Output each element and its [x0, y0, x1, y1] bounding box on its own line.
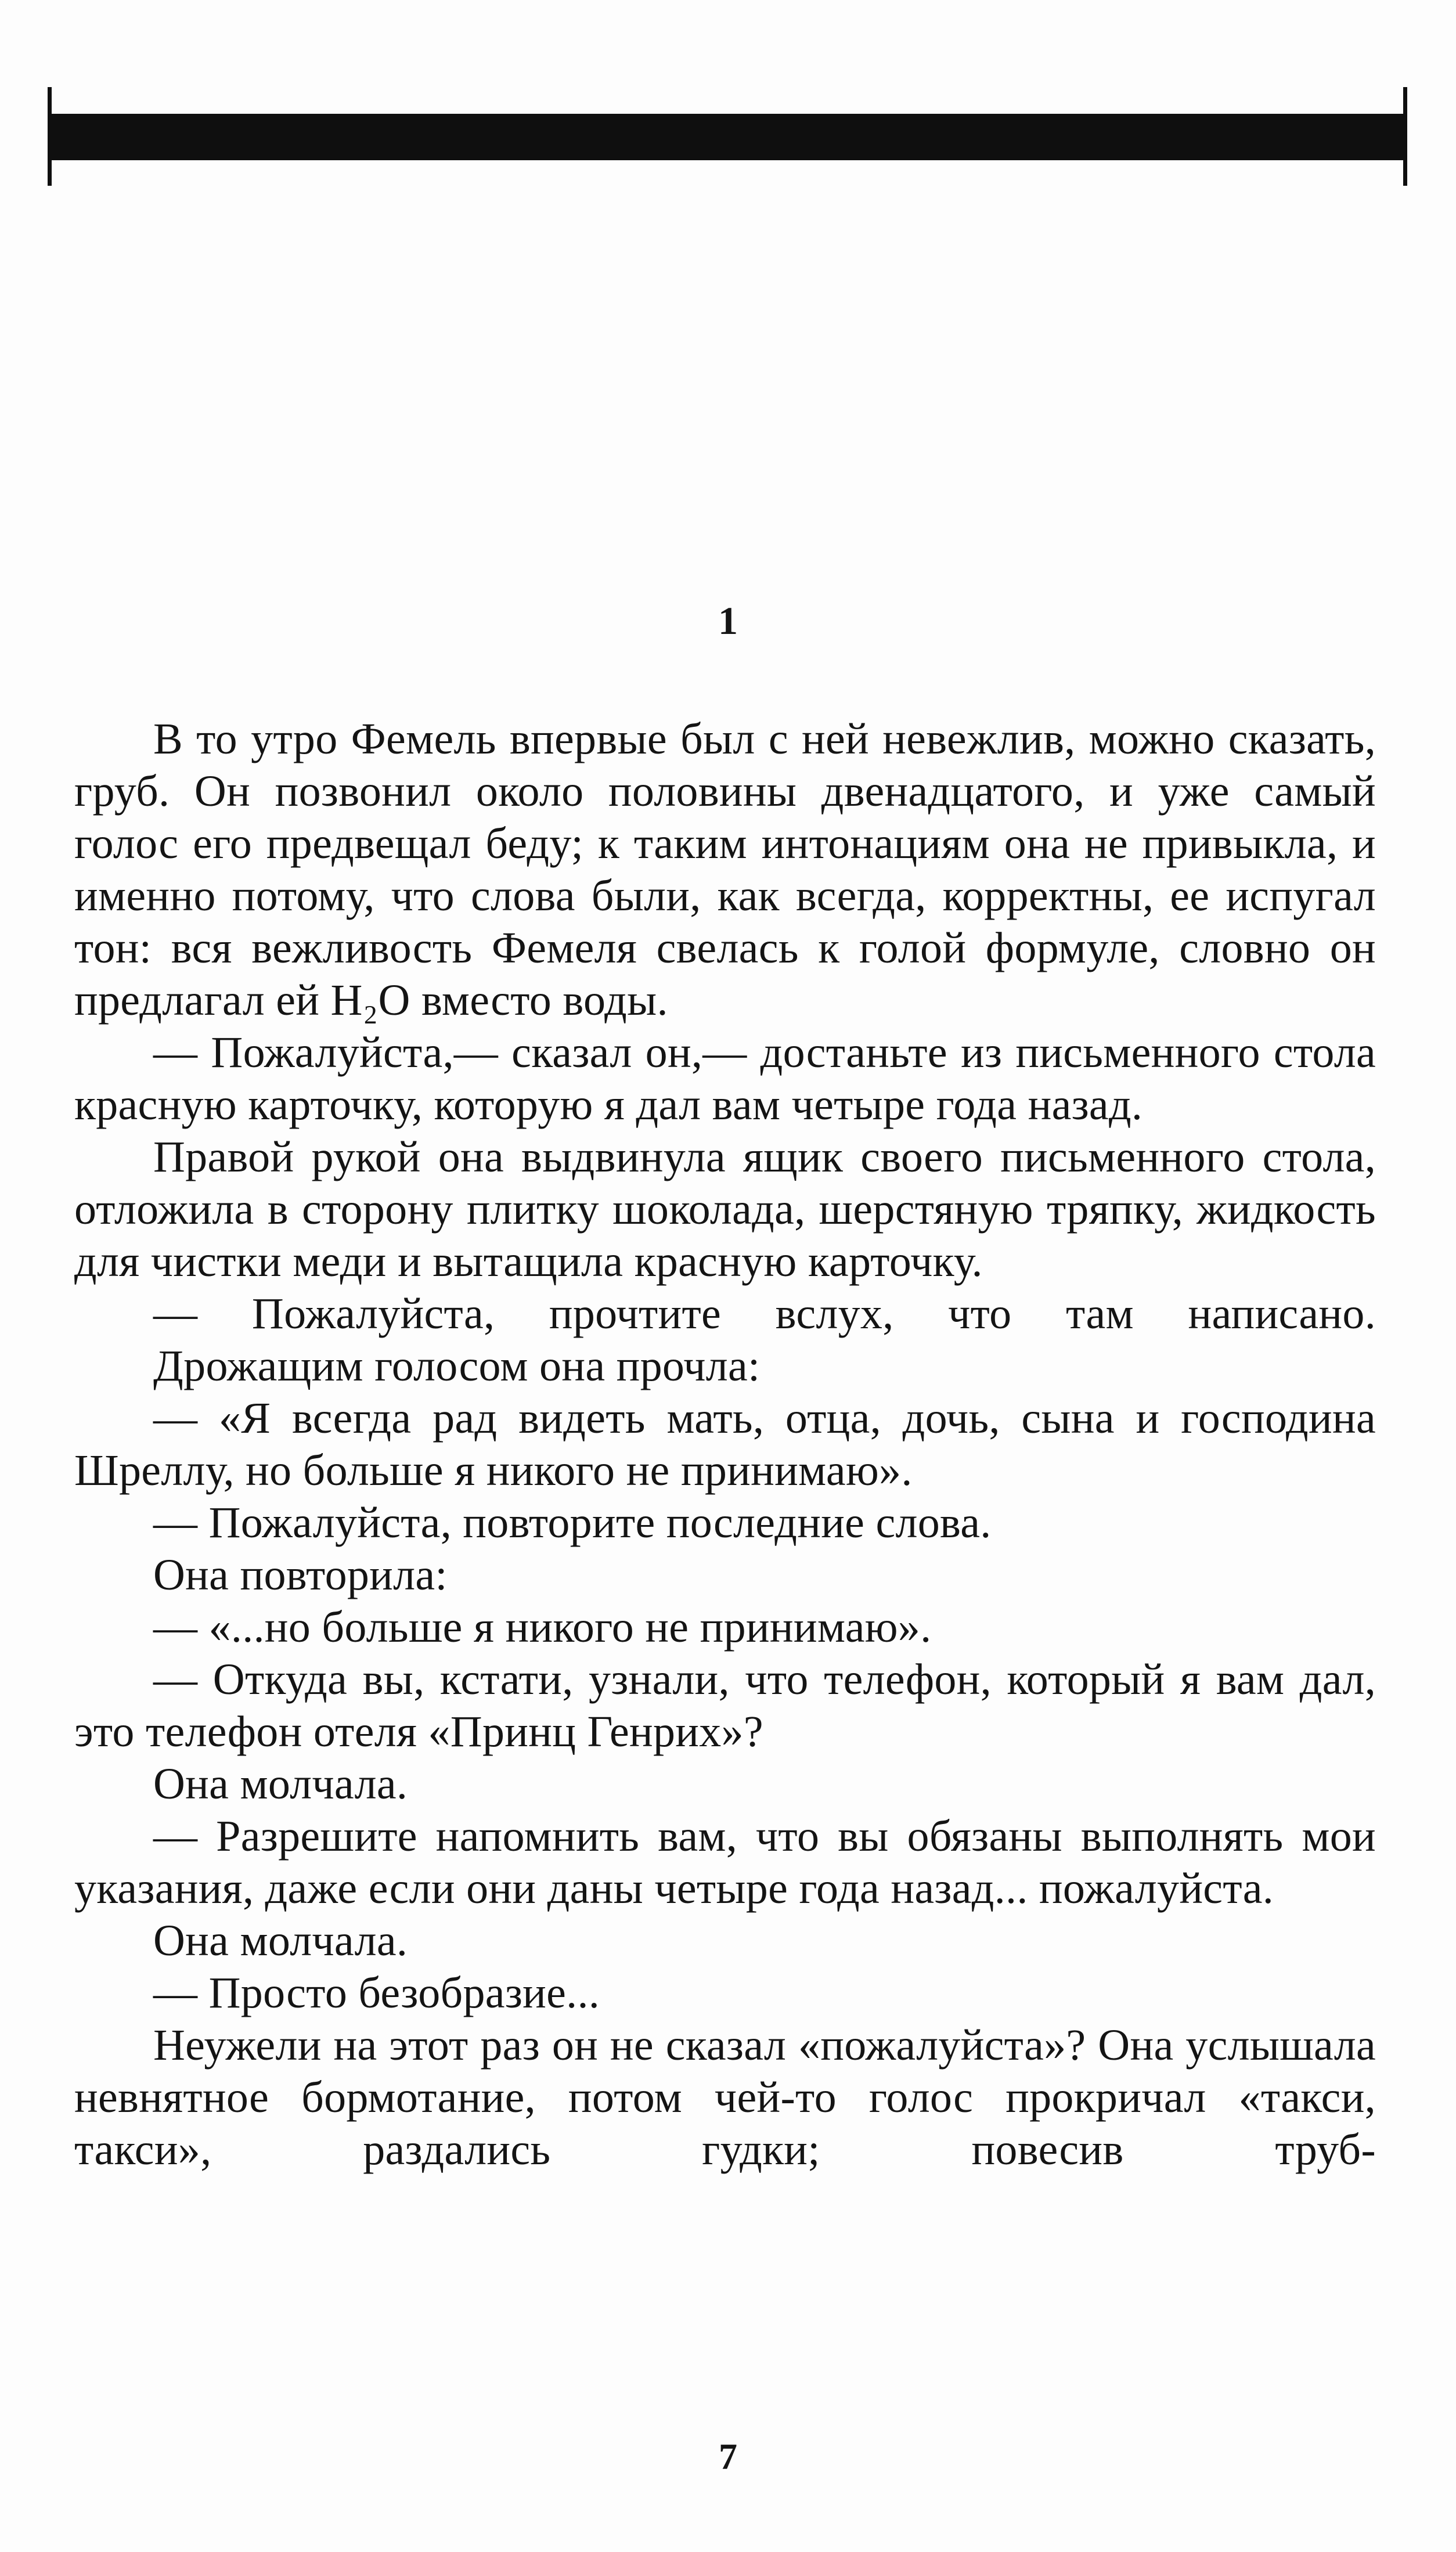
paragraph: Неужели на этот раз он не сказал «пожалуйста»? Она услышала невнятное бормотание, потом чей-то голос прокричал «такси, такси», раздались гудки; повесив труб-	[74, 2021, 1376, 2174]
paragraph: — «Я всегда рад видеть мать, отца, дочь, сына и господина Шреллу, но больше я никого не принимаю».	[74, 1394, 1376, 1495]
paragraph: — Откуда вы, кстати, узнали, что телефон, который я вам дал, это телефон отеля «Принц Генрих»?	[74, 1655, 1376, 1756]
paragraph: — Пожалуйста, прочтите вслух, что там написано.	[153, 1289, 1376, 1338]
header-rule-right-tick	[1403, 87, 1407, 186]
paragraph: — Просто безобразие...	[153, 1969, 600, 2017]
chapter-number: 1	[718, 599, 738, 643]
paragraph: — «...но больше я никого не принимаю».	[153, 1603, 932, 1652]
page-number: 7	[719, 2436, 737, 2477]
paragraph: Она молчала.	[153, 1760, 408, 1808]
body-text	[74, 713, 1376, 2176]
paragraph: Правой рукой она выдвинула ящик своего письменного стола, отложила в сторону плитку шоколада, шерстяную тряпку, жидкость для чистки меди и вытащила красную карточку.	[74, 1133, 1376, 1286]
paragraph: Она повторила:	[153, 1551, 448, 1599]
paragraph: В то утро Фемель впервые был с ней невежлив, можно сказать, груб. Он позвонил около половины двенадцатого, и уже самый голос его предвещал беду; к таким интонациям она не привыкла, и именно потому, что слова были, как всегда, корректны, ее испугал тон: вся вежливость Фемеля свелась к голой формуле, словно он предлагал ей H₂O вместо воды.	[74, 715, 1376, 1025]
paragraph: Она молчала.	[153, 1916, 408, 1965]
header-rule	[48, 114, 1407, 160]
paragraph: — Пожалуйста,— сказал он,— достаньте из письменного стола красную карточку, которую я дал вам четыре года назад.	[74, 1028, 1376, 1129]
paragraph: — Пожалуйста, повторите последние слова.	[153, 1498, 992, 1547]
paragraph: — Разрешите напомнить вам, что вы обязаны выполнять мои указания, даже если они даны четыре года назад... пожалуйста.	[74, 1812, 1376, 1913]
paragraph: Дрожащим голосом она прочла:	[153, 1342, 761, 1390]
